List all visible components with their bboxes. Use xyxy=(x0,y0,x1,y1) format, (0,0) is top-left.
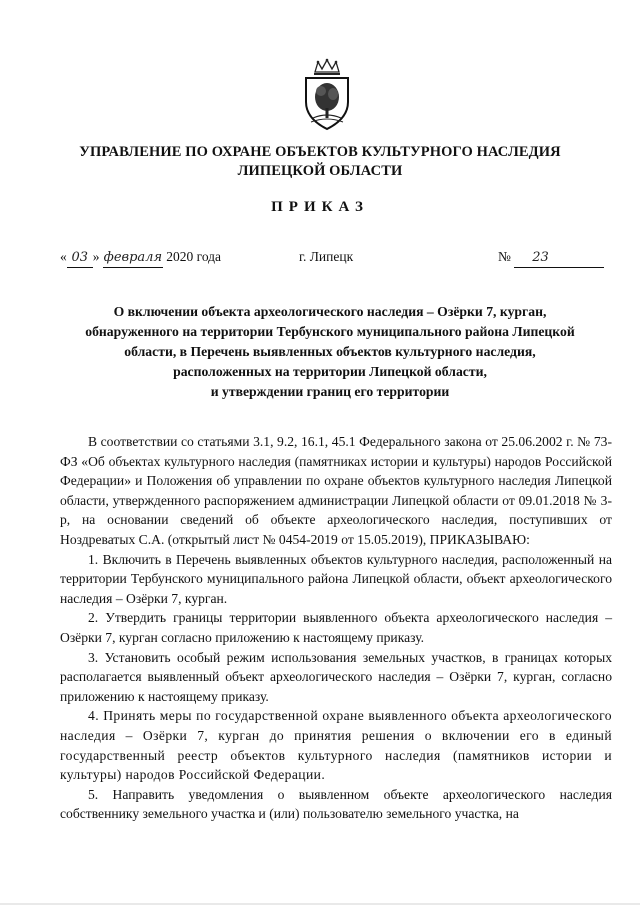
order-subject xyxy=(60,302,600,402)
order-item-4: 4. Принять меры по государственной охране выявленного объекта археологического наследия – Озёрки 7, курган до принятия решения о включении его в единый государственный реестр объектов культурного наследия (памятников истории и культуры) народов Российской Федерации. xyxy=(60,708,612,783)
order-number xyxy=(498,248,604,268)
coat-of-arms-icon xyxy=(301,58,353,132)
subject-line-4: расположенных на территории Липецкой области, xyxy=(173,364,487,379)
subject-line-2: обнаруженного на территории Тербунского муниципального района Липецкой xyxy=(85,324,575,339)
order-number-value: 23 xyxy=(514,249,604,268)
agency-name xyxy=(40,143,600,181)
order-item-2: 2. Утвердить границы территории выявленного объекта археологического наследия – Озёрки 7, курган согласно приложению к настоящему приказу. xyxy=(60,610,612,645)
date-day: 03 xyxy=(67,249,93,268)
order-number-label: № xyxy=(498,249,511,264)
subject-line-1: О включении объекта археологического наследия – Озёрки 7, курган, xyxy=(113,304,547,319)
preamble-paragraph: В соответствии со статьями 3.1, 9.2, 16.1, 45.1 Федерального закона от 25.06.2002 г. № 73-ФЗ «Об объектах культурного наследия (памятниках истории и культуры) народов Российской Федерации» и Положения об управлении по охране объектов культурного наследия Липецкой области, утвержденного распоряжением администрации Липецкой области от 09.01.2018 № 3-р, на основании сведений об объекте археологического наследия, поступивших от Ноздреватых С.А. (открытый лист № 0454-2019 от 15.05.2019), ПРИКАЗЫВАЮ: xyxy=(60,434,612,547)
order-item-1: 1. Включить в Перечень выявленных объектов культурного наследия, расположенный на территории Тербунского муниципального района Липецкой области, объект археологического наследия – Озёрки 7, курган. xyxy=(60,551,612,606)
order-body xyxy=(60,432,612,824)
subject-line-3: области, в Перечень выявленных объектов культурного наследия, xyxy=(124,344,536,359)
order-item-3: 3. Установить особый режим использования земельных участков, в границах которых располагается выявленный объект археологического наследия – Озёрки 7, курган, согласно приложению к настоящему приказу. xyxy=(60,649,612,704)
document-type-title: ПРИКАЗ xyxy=(271,199,369,215)
agency-name-line-2: ЛИПЕЦКОЙ ОБЛАСТИ xyxy=(237,163,403,179)
date-year: 2020 года xyxy=(166,249,222,264)
date-quote-close: » xyxy=(92,249,100,264)
order-item-5: 5. Направить уведомления о выявленном объекте археологического наследия собственнику земельного участка и (или) пользователю земельного участка, на xyxy=(60,786,612,822)
agency-name-line-1: УПРАВЛЕНИЕ ПО ОХРАНЕ ОБЪЕКТОВ КУЛЬТУРНОГО НАСЛЕДИЯ xyxy=(79,144,561,160)
date-month: февраля xyxy=(103,249,163,268)
order-city: г. Липецк xyxy=(299,249,354,264)
subject-line-5: и утверждении границ его территории xyxy=(210,384,450,399)
date-quote-open: « xyxy=(60,249,67,264)
order-date xyxy=(60,248,221,268)
